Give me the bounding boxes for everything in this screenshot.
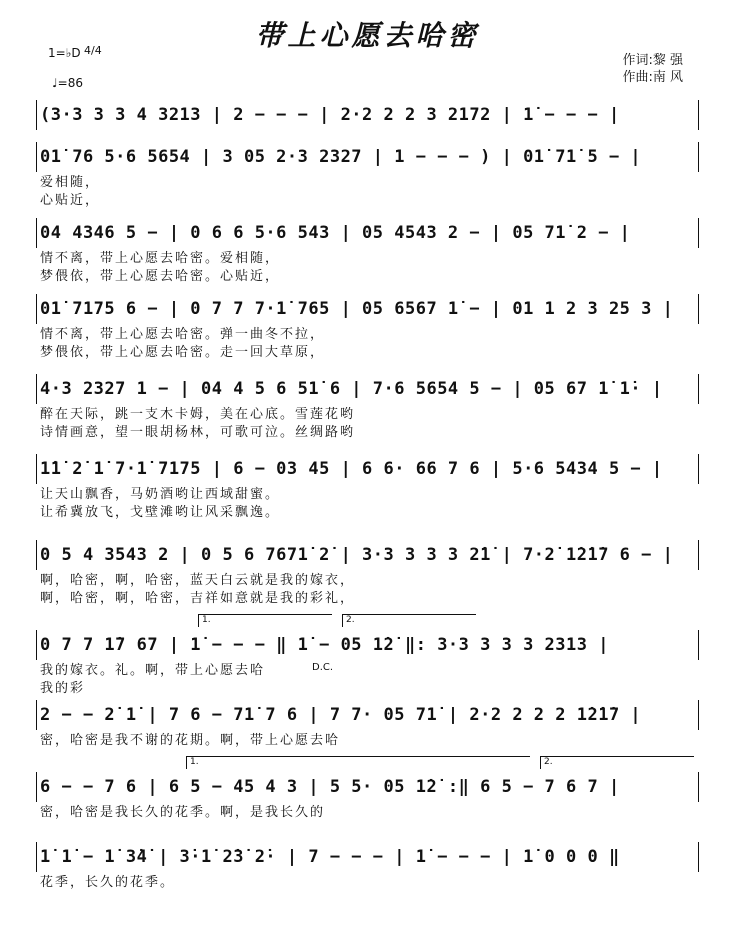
lyric-text: 情不离，带上心愿去哈密。爱相随， [40,250,281,266]
lyric-line [40,678,700,694]
lyric-text: 密，哈密是我不谢的花期。啊，带上心愿去哈 [40,732,341,748]
first-ending-bracket: 1. [198,614,332,627]
lyric-line [40,660,700,676]
lyric-text: 梦偎依，带上心愿去哈密。走一回大草原， [40,344,326,360]
barline [36,454,37,484]
lyric-text: 心贴近， [40,192,101,208]
notation-line [40,634,700,656]
notation-line [40,846,700,868]
composer-credit: 作曲:南 风 [622,70,683,85]
notation-text: 04 4346 5 − | 0 6 6 5·6 543 | 05 4543 2 − | 05 71̇ 2 − | [40,223,631,243]
lyric-text: 我的嫁衣。礼。啊，带上心愿去哈 [40,662,266,678]
credits [622,52,683,86]
notation-line [40,104,700,126]
lyric-line [40,502,700,518]
barline [36,218,37,248]
lyric-text: 情不离，带上心愿去哈密。弹一曲冬不拉， [40,326,326,342]
lyric-line [40,730,700,746]
song-title: 带上心愿去哈密 [255,19,480,52]
lyric-text: 醉在天际，跳一支木卡姆，美在心底。雪莲花哟 [40,406,356,422]
notation-line [40,222,700,244]
notation-text: (3·3 3 3 4 3213 | 2 − − − | 2·2 2 2 3 2172 | 1̇ − − − | [40,105,620,125]
lyric-line [40,324,700,340]
second-ending-bracket: 2. [540,756,694,769]
tempo-marking: ♩=86 [52,76,83,90]
second-ending-bracket: 2. [342,614,476,627]
lyric-text: 啊，哈密，啊，哈密，蓝天白云就是我的嫁衣， [40,572,356,588]
notation-text: 1̇ 1̇ − 1̇ 3̇4̇ | 3̇·1̇ 2̇3̇ 2̇· | 7 − − − | 1̇ − − − | 1̇ 0 0 0 ‖ [40,847,620,867]
lyric-text: 让希冀放飞，戈壁滩哟让风采飘逸。 [40,504,281,520]
barline [36,772,37,802]
notation-line [40,544,700,566]
lyric-text: 让天山飘香，马奶酒哟让西域甜蜜。 [40,486,281,502]
notation-text: 0 5 4 3543 2 | 0 5 6 7671̇ 2̇ | 3·3 3 3 3 2̇1̇ | 7·2̇ 1̇2̇1̇7 6 − | [40,545,674,565]
lyric-line [40,570,700,586]
lyric-line [40,802,700,818]
notation-text: 01̇ 7175 6 − | 0 7 7 7·1̇ 765 | 05 6567 1̇ − | 01 1 2 3 25 3 | [40,299,674,319]
first-ending-bracket: 1. [186,756,530,769]
da-capo-marking: D.C. [312,662,334,673]
barline [36,374,37,404]
lyric-line [40,172,700,188]
lyricist-credit: 作词:黎 强 [622,53,683,68]
lyric-text: 我的彩 [40,680,86,696]
notation-text: 01̇ 76 5·6 5654 | 3 05 2·3 2327 | 1 − − − ) | 01̇ 71̇ 5 − | [40,147,642,167]
notation-line [40,378,700,400]
barline [36,142,37,172]
lyric-text: 爱相随， [40,174,101,190]
barline [36,540,37,570]
lyric-text: 密，哈密是我长久的花季。啊，是我长久的 [40,804,326,820]
lyric-text: 梦偎依，带上心愿去哈密。心贴近， [40,268,281,284]
lyric-line [40,342,700,358]
lyric-text: 啊，哈密，啊，哈密，吉祥如意就是我的彩礼， [40,590,356,606]
notation-line [40,458,700,480]
lyric-line [40,422,700,438]
barline [36,700,37,730]
notation-text: 0 7 7 1̇7 67 | 1̇ − − − ‖ 1̇ − 05 1̇2̇ ‖: 3·3 3 3 3 2313 | [40,635,609,655]
barline [36,630,37,660]
lyric-text: 花季，长久的花季。 [40,874,176,890]
barline [36,294,37,324]
lyric-line [40,484,700,500]
barline [36,100,37,130]
lyric-line [40,404,700,420]
key-signature: 1=♭D [48,46,81,60]
notation-line [40,776,700,798]
lyric-line [40,588,700,604]
lyric-text: 诗情画意，望一眼胡杨林，可歌可泣。丝绸路哟 [40,424,356,440]
barline [36,842,37,872]
lyric-line [40,248,700,264]
notation-text: 6 − − 7 6 | 6 5 − 45 4 3 | 5 5· 05 1̇2̇ :‖ 6 5 − 7 6 7 | [40,777,620,797]
notation-line [40,146,700,168]
notation-line [40,704,700,726]
lyric-line [40,190,700,206]
lyric-line [40,872,700,888]
notation-text: 1̇1̇ 2̇ 1̇ 7·1̇ 7175 | 6 − 03 45 | 6 6· 66 7 6 | 5·6 5434 5 − | [40,459,663,479]
notation-text: 4·3 2327 1 − | 04 4 5 6 51̇ 6 | 7·6 5654 5 − | 05 67 1̇ 1̇· | [40,379,663,399]
time-signature: 4/4 [84,44,102,57]
notation-line [40,298,700,320]
lyric-line [40,266,700,282]
notation-text: 2 − − 2̇ 1̇ | 7 6 − 71̇ 7 6 | 7 7· 05 71̇ | 2·2 2 2 2 1̇2̇1̇7 | [40,705,642,725]
